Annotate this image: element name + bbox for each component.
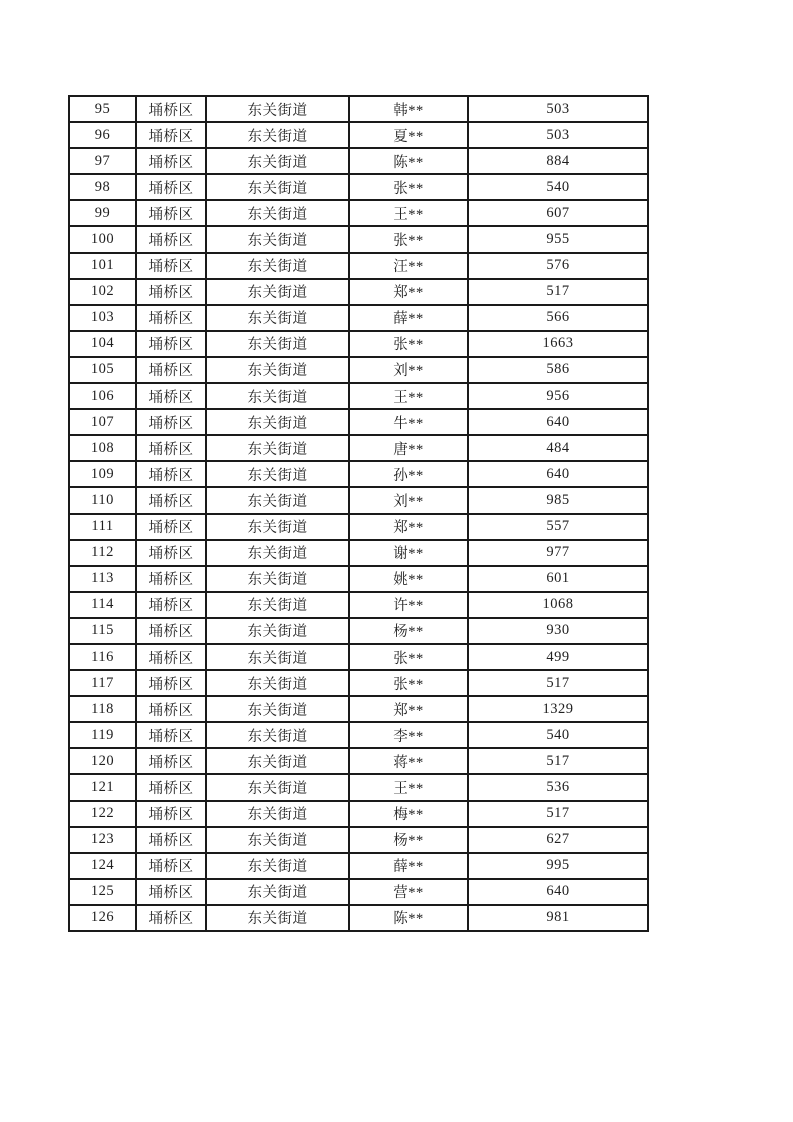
cell-index: 116 bbox=[69, 644, 136, 670]
cell-name: 唐** bbox=[349, 435, 468, 461]
cell-district: 埇桥区 bbox=[136, 435, 206, 461]
table-row bbox=[69, 748, 648, 774]
cell-district: 埇桥区 bbox=[136, 644, 206, 670]
table-row bbox=[69, 774, 648, 800]
table-row bbox=[69, 905, 648, 931]
cell-value: 977 bbox=[468, 540, 648, 566]
cell-district: 埇桥区 bbox=[136, 905, 206, 931]
cell-district: 埇桥区 bbox=[136, 461, 206, 487]
cell-district: 埇桥区 bbox=[136, 357, 206, 383]
cell-value: 586 bbox=[468, 357, 648, 383]
cell-district: 埇桥区 bbox=[136, 174, 206, 200]
cell-district: 埇桥区 bbox=[136, 487, 206, 513]
cell-name: 杨** bbox=[349, 827, 468, 853]
cell-district: 埇桥区 bbox=[136, 279, 206, 305]
cell-value: 1663 bbox=[468, 331, 648, 357]
table-row bbox=[69, 566, 648, 592]
cell-index: 98 bbox=[69, 174, 136, 200]
cell-district: 埇桥区 bbox=[136, 200, 206, 226]
cell-value: 517 bbox=[468, 670, 648, 696]
cell-index: 95 bbox=[69, 96, 136, 122]
cell-value: 517 bbox=[468, 748, 648, 774]
cell-name: 王** bbox=[349, 200, 468, 226]
cell-value: 566 bbox=[468, 305, 648, 331]
table-row bbox=[69, 827, 648, 853]
cell-street: 东关街道 bbox=[206, 670, 349, 696]
cell-street: 东关街道 bbox=[206, 148, 349, 174]
cell-value: 640 bbox=[468, 409, 648, 435]
cell-name: 许** bbox=[349, 592, 468, 618]
cell-index: 110 bbox=[69, 487, 136, 513]
cell-street: 东关街道 bbox=[206, 174, 349, 200]
table-row bbox=[69, 540, 648, 566]
cell-value: 517 bbox=[468, 801, 648, 827]
cell-district: 埇桥区 bbox=[136, 409, 206, 435]
cell-district: 埇桥区 bbox=[136, 514, 206, 540]
cell-value: 1329 bbox=[468, 696, 648, 722]
cell-index: 124 bbox=[69, 853, 136, 879]
table-row bbox=[69, 331, 648, 357]
table-row bbox=[69, 409, 648, 435]
data-table bbox=[68, 95, 649, 932]
cell-index: 122 bbox=[69, 801, 136, 827]
cell-name: 营** bbox=[349, 879, 468, 905]
cell-district: 埇桥区 bbox=[136, 305, 206, 331]
cell-value: 484 bbox=[468, 435, 648, 461]
cell-index: 114 bbox=[69, 592, 136, 618]
cell-street: 东关街道 bbox=[206, 357, 349, 383]
cell-district: 埇桥区 bbox=[136, 540, 206, 566]
cell-street: 东关街道 bbox=[206, 879, 349, 905]
cell-index: 96 bbox=[69, 122, 136, 148]
cell-index: 120 bbox=[69, 748, 136, 774]
cell-district: 埇桥区 bbox=[136, 696, 206, 722]
cell-district: 埇桥区 bbox=[136, 331, 206, 357]
cell-district: 埇桥区 bbox=[136, 122, 206, 148]
cell-name: 汪** bbox=[349, 253, 468, 279]
table-row bbox=[69, 122, 648, 148]
table-row bbox=[69, 383, 648, 409]
cell-value: 503 bbox=[468, 122, 648, 148]
cell-value: 995 bbox=[468, 853, 648, 879]
cell-name: 夏** bbox=[349, 122, 468, 148]
cell-value: 640 bbox=[468, 461, 648, 487]
cell-name: 李** bbox=[349, 722, 468, 748]
cell-value: 503 bbox=[468, 96, 648, 122]
cell-district: 埇桥区 bbox=[136, 566, 206, 592]
cell-street: 东关街道 bbox=[206, 644, 349, 670]
cell-value: 956 bbox=[468, 383, 648, 409]
cell-street: 东关街道 bbox=[206, 853, 349, 879]
cell-value: 627 bbox=[468, 827, 648, 853]
cell-district: 埇桥区 bbox=[136, 618, 206, 644]
cell-street: 东关街道 bbox=[206, 566, 349, 592]
cell-name: 张** bbox=[349, 226, 468, 252]
cell-name: 韩** bbox=[349, 96, 468, 122]
cell-district: 埇桥区 bbox=[136, 253, 206, 279]
cell-value: 557 bbox=[468, 514, 648, 540]
cell-value: 930 bbox=[468, 618, 648, 644]
cell-value: 536 bbox=[468, 774, 648, 800]
cell-street: 东关街道 bbox=[206, 748, 349, 774]
cell-index: 101 bbox=[69, 253, 136, 279]
cell-street: 东关街道 bbox=[206, 540, 349, 566]
cell-street: 东关街道 bbox=[206, 383, 349, 409]
cell-value: 540 bbox=[468, 722, 648, 748]
table-row bbox=[69, 644, 648, 670]
cell-name: 薛** bbox=[349, 853, 468, 879]
cell-district: 埇桥区 bbox=[136, 774, 206, 800]
cell-index: 119 bbox=[69, 722, 136, 748]
cell-index: 104 bbox=[69, 331, 136, 357]
table-row bbox=[69, 461, 648, 487]
cell-name: 王** bbox=[349, 774, 468, 800]
cell-value: 884 bbox=[468, 148, 648, 174]
cell-index: 106 bbox=[69, 383, 136, 409]
cell-district: 埇桥区 bbox=[136, 148, 206, 174]
table-row bbox=[69, 96, 648, 122]
table-row bbox=[69, 722, 648, 748]
cell-street: 东关街道 bbox=[206, 200, 349, 226]
table-row bbox=[69, 801, 648, 827]
cell-district: 埇桥区 bbox=[136, 827, 206, 853]
cell-district: 埇桥区 bbox=[136, 226, 206, 252]
cell-district: 埇桥区 bbox=[136, 801, 206, 827]
cell-index: 113 bbox=[69, 566, 136, 592]
cell-street: 东关街道 bbox=[206, 435, 349, 461]
cell-value: 517 bbox=[468, 279, 648, 305]
cell-street: 东关街道 bbox=[206, 122, 349, 148]
table-row bbox=[69, 853, 648, 879]
cell-index: 109 bbox=[69, 461, 136, 487]
cell-street: 东关街道 bbox=[206, 774, 349, 800]
cell-name: 张** bbox=[349, 644, 468, 670]
table-row bbox=[69, 670, 648, 696]
cell-street: 东关街道 bbox=[206, 801, 349, 827]
cell-street: 东关街道 bbox=[206, 96, 349, 122]
cell-name: 蒋** bbox=[349, 748, 468, 774]
table-row bbox=[69, 435, 648, 461]
cell-street: 东关街道 bbox=[206, 461, 349, 487]
cell-name: 郑** bbox=[349, 696, 468, 722]
cell-value: 985 bbox=[468, 487, 648, 513]
table-row bbox=[69, 226, 648, 252]
table-row bbox=[69, 253, 648, 279]
table-row bbox=[69, 618, 648, 644]
table-row bbox=[69, 279, 648, 305]
cell-name: 牛** bbox=[349, 409, 468, 435]
cell-street: 东关街道 bbox=[206, 279, 349, 305]
cell-district: 埇桥区 bbox=[136, 96, 206, 122]
cell-district: 埇桥区 bbox=[136, 853, 206, 879]
cell-street: 东关街道 bbox=[206, 409, 349, 435]
cell-district: 埇桥区 bbox=[136, 748, 206, 774]
cell-index: 126 bbox=[69, 905, 136, 931]
cell-name: 陈** bbox=[349, 148, 468, 174]
cell-name: 陈** bbox=[349, 905, 468, 931]
cell-name: 刘** bbox=[349, 357, 468, 383]
cell-name: 姚** bbox=[349, 566, 468, 592]
cell-value: 640 bbox=[468, 879, 648, 905]
table-row bbox=[69, 357, 648, 383]
table-row bbox=[69, 592, 648, 618]
cell-street: 东关街道 bbox=[206, 592, 349, 618]
cell-index: 115 bbox=[69, 618, 136, 644]
cell-value: 499 bbox=[468, 644, 648, 670]
cell-index: 108 bbox=[69, 435, 136, 461]
cell-street: 东关街道 bbox=[206, 827, 349, 853]
cell-index: 125 bbox=[69, 879, 136, 905]
cell-index: 111 bbox=[69, 514, 136, 540]
cell-name: 王** bbox=[349, 383, 468, 409]
cell-street: 东关街道 bbox=[206, 696, 349, 722]
table-row bbox=[69, 148, 648, 174]
cell-value: 955 bbox=[468, 226, 648, 252]
table-body bbox=[69, 96, 648, 931]
cell-name: 张** bbox=[349, 174, 468, 200]
cell-street: 东关街道 bbox=[206, 514, 349, 540]
table-row bbox=[69, 200, 648, 226]
cell-value: 601 bbox=[468, 566, 648, 592]
table-row bbox=[69, 879, 648, 905]
cell-index: 118 bbox=[69, 696, 136, 722]
cell-district: 埇桥区 bbox=[136, 670, 206, 696]
cell-street: 东关街道 bbox=[206, 618, 349, 644]
cell-name: 郑** bbox=[349, 514, 468, 540]
cell-district: 埇桥区 bbox=[136, 722, 206, 748]
cell-value: 576 bbox=[468, 253, 648, 279]
cell-street: 东关街道 bbox=[206, 253, 349, 279]
cell-index: 100 bbox=[69, 226, 136, 252]
cell-district: 埇桥区 bbox=[136, 383, 206, 409]
cell-index: 97 bbox=[69, 148, 136, 174]
cell-index: 102 bbox=[69, 279, 136, 305]
cell-name: 杨** bbox=[349, 618, 468, 644]
cell-district: 埇桥区 bbox=[136, 592, 206, 618]
cell-name: 谢** bbox=[349, 540, 468, 566]
cell-index: 99 bbox=[69, 200, 136, 226]
cell-name: 刘** bbox=[349, 487, 468, 513]
cell-name: 张** bbox=[349, 670, 468, 696]
cell-index: 112 bbox=[69, 540, 136, 566]
cell-street: 东关街道 bbox=[206, 226, 349, 252]
cell-street: 东关街道 bbox=[206, 905, 349, 931]
cell-index: 103 bbox=[69, 305, 136, 331]
table-row bbox=[69, 305, 648, 331]
table-row bbox=[69, 514, 648, 540]
cell-name: 薛** bbox=[349, 305, 468, 331]
cell-name: 孙** bbox=[349, 461, 468, 487]
cell-value: 1068 bbox=[468, 592, 648, 618]
table-row bbox=[69, 487, 648, 513]
cell-value: 540 bbox=[468, 174, 648, 200]
cell-index: 121 bbox=[69, 774, 136, 800]
cell-index: 107 bbox=[69, 409, 136, 435]
cell-index: 123 bbox=[69, 827, 136, 853]
cell-value: 607 bbox=[468, 200, 648, 226]
table-row bbox=[69, 174, 648, 200]
cell-district: 埇桥区 bbox=[136, 879, 206, 905]
cell-street: 东关街道 bbox=[206, 722, 349, 748]
cell-value: 981 bbox=[468, 905, 648, 931]
cell-name: 郑** bbox=[349, 279, 468, 305]
cell-index: 105 bbox=[69, 357, 136, 383]
cell-street: 东关街道 bbox=[206, 331, 349, 357]
cell-name: 梅** bbox=[349, 801, 468, 827]
cell-index: 117 bbox=[69, 670, 136, 696]
cell-name: 张** bbox=[349, 331, 468, 357]
table-row bbox=[69, 696, 648, 722]
cell-street: 东关街道 bbox=[206, 487, 349, 513]
cell-street: 东关街道 bbox=[206, 305, 349, 331]
